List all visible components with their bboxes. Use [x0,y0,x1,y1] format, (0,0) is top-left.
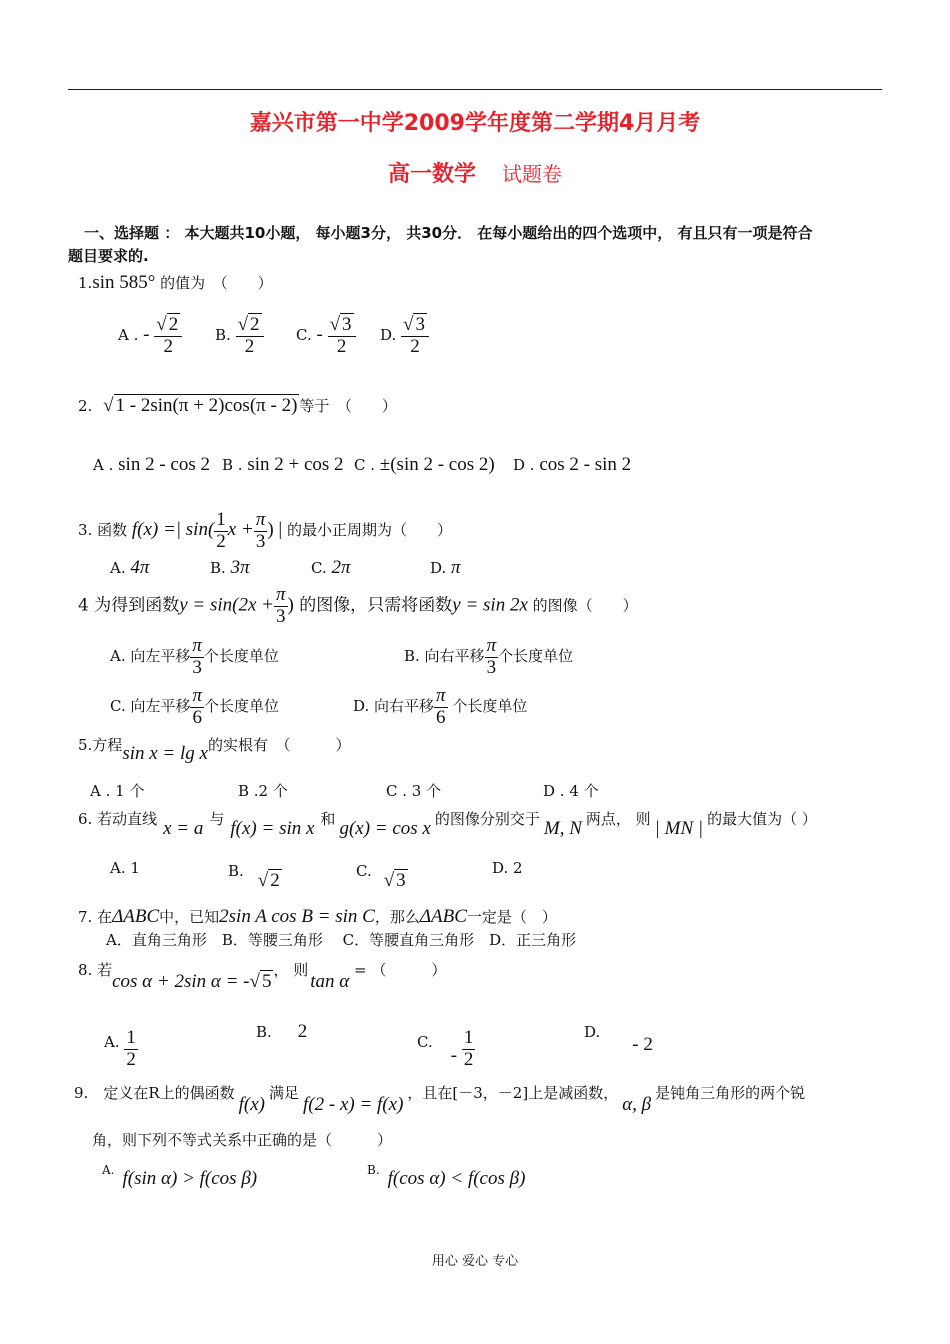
q5-option-d: D . 4 个 [543,782,599,800]
question-4 [78,585,638,627]
q3-option-b [210,558,250,577]
q1-option-a-minus: - [143,324,150,346]
q9-line-2: 角，则下列不等式关系中正确的是（ ） [92,1131,393,1149]
q8-option-a-label: A. [104,1033,120,1052]
q1-a-radicand: 2 [168,314,179,335]
q1-option-a-fraction: $\frac{√ 2}{2}$ [154,315,182,357]
question-3 [78,510,452,552]
q8-option-d [584,1022,653,1055]
q1-option-b-label: B. [215,326,231,345]
q4-d-fraction [434,686,448,728]
q1-d-denominator: 2 [410,335,420,357]
q2-option-c [354,455,495,474]
q3-half-fraction [214,510,228,552]
q4-option-a-unit: 个长度单位 [203,647,279,666]
q8-a-num: 1 [126,1027,136,1048]
q3-tail: 的最小正周期为（ ） [282,521,453,540]
q6-word-4: 两点， 则 [585,810,651,828]
q7-number: 7. 在 [78,908,113,926]
q1-option-c [296,315,356,357]
q6-option-c-label: C. [356,862,372,880]
q8-option-a [104,1022,138,1070]
q1-option-d-label: D. [380,326,397,345]
q1-option-d [380,315,429,357]
q2-option-c-label: C . [354,456,376,474]
subject-title: 高一数学 [387,162,476,187]
q9-option-a-value: f(sin α) > f(cos β) [122,1168,258,1189]
q4-expr-a: y = sin(2x + [179,594,274,616]
q3-option-d-label: D. [430,559,447,577]
q9-option-b-label: B. [367,1163,380,1177]
q3-number: 3. 函数 [78,521,128,540]
q1-number: 1. [78,274,93,292]
q4-pi-fraction [274,585,288,627]
q6-tail: 的最大值为（ ） [707,810,817,828]
q6-option-a: A. 1 [110,859,140,877]
q8-a-den: 2 [126,1048,136,1070]
q7-expr-3: ΔABC [419,906,467,927]
q3-option-d [430,558,461,577]
q1-option-c-label: C. [296,326,312,345]
q3-half-den: 2 [216,530,226,552]
q9-number: 9. [74,1084,89,1102]
q3-expr-a: f(x) =| sin( [131,519,215,541]
q1-option-b-fraction: $\frac{√ 2}{2}$ [236,315,264,357]
q2-option-b-value: sin 2 + cos 2 [247,454,344,475]
q2-option-d-label: D . [513,456,535,474]
q6-option-d: D. 2 [492,859,523,877]
q3-option-a-value: 4π [130,557,150,578]
q4-a-num: π [192,635,202,656]
q4-tail: 的图像（ ） [527,596,638,615]
q4-option-c-unit: 个长度单位 [204,697,280,716]
question-2: 2. √ 1 - 2sin(π + 2)cos(π - 2) 等于 （ ） [78,395,397,416]
question-5 [78,735,351,764]
q3-option-a-label: A. [110,559,126,577]
q4-option-d-unit: 个长度单位 [452,697,528,716]
q3-option-c-label: C. [311,559,327,577]
q9-word-1: 满足 [269,1084,300,1102]
q9-word-3: 是钝角三角形的两个锐 [655,1084,806,1102]
q2-expression: 1 - 2sin(π + 2)cos(π - 2) [115,395,298,416]
q4-option-d [353,686,527,728]
q6-word-2: 和 [320,810,336,828]
q8-c-den: 2 [463,1048,474,1070]
q1-option-c-minus: - [316,324,323,346]
top-rule [68,89,882,90]
q8-option-b [256,1022,307,1041]
q1-option-c-fraction: $\frac{√ 3}{2}$ [328,315,356,357]
q1-option-a [118,315,182,357]
q8-option-c-minus: - [450,1045,458,1067]
q1-d-radicand: 3 [415,314,425,335]
q4-c-den: 6 [192,706,202,728]
q4-a-den: 3 [192,656,202,678]
q2-option-b [222,455,344,474]
q4-c-fraction [190,686,204,728]
q4-d-num: π [436,685,446,706]
q4-b-num: π [486,635,497,656]
q1-option-a-label: A . [118,326,139,345]
q9-word-2: ，且在[－3，－2]上是减函数， [407,1084,619,1102]
q3-expr-b: ) | [267,519,283,541]
q1-b-radicand: 2 [250,314,260,335]
q8-expr-2: tan α [310,971,350,992]
q8-option-b-label: B. [256,1023,272,1041]
q4-option-d-label: D. 向右平移 [353,697,435,716]
question-9 [74,1083,806,1115]
q1-b-denominator: 2 [244,335,255,357]
q7-word-1: 中，已知 [159,908,220,926]
q2-option-d-value: cos 2 - sin 2 [539,454,632,475]
paper-title [0,157,950,188]
q3-option-a [110,558,149,577]
q6-option-b-label: B. [228,862,244,880]
q4-pi-den: 3 [276,605,286,627]
section-heading-cont: 题目要求的. [68,247,149,265]
q8-a-fraction [124,1028,138,1070]
page-footer: 用心 爱心 专心 [431,1254,519,1269]
q1-a-denominator: 2 [163,335,173,357]
q2-tail: 等于 （ ） [299,397,397,415]
q6-option-b: B. √ 2 [228,862,280,891]
q2-option-b-label: B . [222,456,243,474]
q4-option-c [110,686,279,728]
q8-option-b-value: 2 [297,1021,308,1042]
q8-option-c [417,1022,475,1070]
q9-option-b [367,1159,526,1189]
question-1 [78,273,273,292]
q4-expr-c: y = sin 2x [452,594,528,616]
q3-option-b-value: 3π [230,557,250,578]
q1-tail: 的值为 （ ） [155,274,273,292]
q2-option-a [93,455,210,474]
q5-option-b: B .2 个 [238,782,288,800]
q1-c-radicand: 3 [342,314,352,335]
q7-options: A．直角三角形 B．等腰三角形 C．等腰直角三角形 D．正三角形 [106,931,577,949]
q7-expr-1: ΔABC [112,906,160,927]
q4-c-num: π [192,685,203,706]
q4-option-b [404,636,573,678]
q8-word-1: ， 则 [273,961,309,979]
question-8: 8. 若cos α + 2sin α = -√ 5， 则tan α = （ ） [78,961,447,992]
q5-expression: sin x = lg x [122,743,208,764]
q4-b-den: 3 [486,656,497,678]
q8-tail: = （ ） [349,961,447,979]
q3-pi-fraction [254,510,268,552]
q2-option-a-label: A . [93,456,114,474]
q4-option-a-label: A. 向左平移 [110,647,191,666]
q4-option-b-unit: 个长度单位 [498,647,574,666]
q3-option-d-value: π [451,557,461,578]
q1-option-b [215,315,264,357]
q7-expr-2: 2sin A cos B = sin C [219,906,375,927]
q6-option-b-radicand: 2 [270,870,280,891]
q3-pi-num: π [255,509,266,530]
q9-option-b-value: f(cos α) < f(cos β) [387,1168,526,1189]
q3-x: x + [227,519,254,541]
question-6 [78,809,817,839]
q2-number: 2. [78,397,93,415]
q3-option-c [311,558,351,577]
q4-option-a [110,636,279,678]
q8-c-num: 1 [463,1027,474,1048]
q2-option-c-value: ±(sin 2 - cos 2) [379,454,495,475]
q4-option-c-label: C. 向左平移 [110,697,191,716]
q5-tail: 的实根有 （ ） [207,736,351,754]
q3-half-num: 1 [216,509,226,530]
q8-option-d-label: D. [584,1023,601,1041]
q9-expr-1: f(x) [238,1094,265,1115]
q9-option-a [102,1159,258,1189]
question-7 [78,907,557,926]
q1-option-d-fraction: $\frac{√ 3}{2}$ [401,315,429,357]
q5-option-c: C . 3 个 [386,782,442,800]
q8-number: 8. 若 [78,961,113,979]
q8-expr-1: cos α + 2sin α = - [112,971,250,992]
school-title: 嘉兴市第一中学2009学年度第二学期4月月考 [249,111,701,136]
q4-pi-num: π [276,584,286,605]
q9-word-0: 定义在R上的偶函数 [103,1084,235,1102]
q5-number: 5.方程 [78,736,123,754]
q8-radicand: 5 [261,971,272,992]
q4-number: 4 为得到函数 [78,595,180,616]
q9-expr-3: α, β [622,1094,652,1115]
q6-expr-5: | MN | [654,818,704,839]
q9-option-a-label: A. [102,1163,115,1177]
q6-expr-3: g(x) = cos x [339,818,431,839]
q3-option-c-value: 2π [331,557,351,578]
q4-mid: 的图像，只需将函数 [293,595,453,616]
q3-pi-den: 3 [255,530,266,552]
q9-expr-2: f(2 - x) = f(x) [303,1094,404,1115]
q4-a-fraction [190,636,204,678]
q1-expression: sin 585° [92,272,156,293]
q6-word-1: 与 [209,810,225,828]
q7-word-2: ，那么 [374,908,420,926]
q8-option-d-value: - 2 [632,1034,653,1055]
q2-option-d [513,455,631,474]
q6-expr-4: M, N [543,818,582,839]
q8-option-c-label: C. [417,1033,433,1052]
q6-expr-2: f(x) = sin x [230,818,315,839]
q6-option-c: C. √ 3 [356,862,406,891]
paper-subtitle: 试题卷 [502,162,562,186]
q6-expr-1: x = a [163,818,204,839]
q3-option-b-label: B. [210,559,226,577]
q4-option-b-label: B. 向右平移 [404,647,485,666]
q6-word-3: 的图像分别交于 [434,810,540,828]
q4-expr-b: ) [287,594,294,616]
section-heading: 一、选择题 ： 本大题共10小题， 每小题3分， 共30分． 在每小题给出的四个选项中， 有且只有一项是符合 [84,224,813,242]
q8-c-fraction [462,1028,476,1070]
q2-option-a-value: sin 2 - cos 2 [118,454,210,475]
q6-option-c-radicand: 3 [396,870,406,891]
q4-d-den: 6 [436,706,446,728]
q6-number: 6. 若动直线 [78,810,158,828]
q5-option-a: A . 1 个 [90,782,145,800]
q4-b-fraction [485,636,499,678]
q7-tail: 一定是（ ） [466,908,557,926]
q1-c-denominator: 2 [336,335,347,357]
